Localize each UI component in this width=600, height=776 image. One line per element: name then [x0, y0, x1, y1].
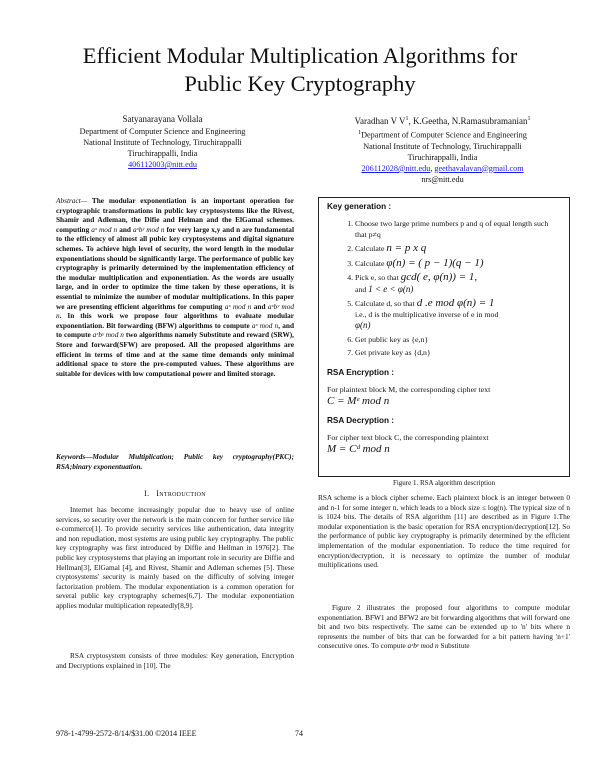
- keygen-title: Key generation :: [327, 202, 392, 211]
- author-dept: $^1$Department of Computer Science and Engineering: [358, 130, 527, 140]
- step-7: 7. Get private key as {d,n}: [355, 348, 561, 359]
- step-1: 1. Choose two large prime numbers p and q of equal length such that p≠q: [355, 219, 561, 240]
- author-email-3: nrs@nitt.edu: [421, 174, 464, 184]
- author-city: Tiruchirappalli, India: [407, 152, 478, 162]
- abstract-lead: Abstract—: [56, 196, 88, 205]
- right-paragraph-1: RSA scheme is a block cipher scheme. Each plaintext block is an integer between 0 and n-1 for some integer n, which leads to a block size ≤ log(n). The typical size of n is 1024 bits. The details of RSA algorithm [11] are described as in Figure 1.The modular exponentiation is the basic operation for RSA encryption/decryption[12]. So the performance of public key cryptography is primarily determined by the efficient implementation of the modular exponentiation. To reduce the time required for encryption/decryption, it is necessary to optimize the number of modular multiplications used.: [318, 493, 570, 570]
- author-names: Varadhan V $V^1$, K.Geetha, N.Ramasubramanian$^1$: [354, 116, 531, 126]
- author-name: Satyanarayana Vollala: [122, 114, 203, 124]
- intro-paragraph-1: Internet has become increasingly popular due to heavy use of online services, so security over the network is the main concern for further service like e-commerce[1]. To provide security services like authentication, data integrity and non repudiation, most systems are using public key cryptography. The public key cryptography was first introduced by Diffie and Hellman in 1976[2]. The public key cryptosystems that playing an important role in security are Diffie and Hellman[3], ElGamal [4], and Rivest, Shamir and Adleman schemes [5]. These cryptosystems' security is mainly based on the difficulty of solving integer factorization problem. The modular exponentiation is a common operation for several public key cryptography schemes[6,7]. The modular exponentiation applies modular multiplication repeatedly[8,9].: [56, 505, 294, 610]
- decryption-equation: M = Cᵈ mod n: [327, 442, 390, 455]
- intro-paragraph-2: RSA cryptosystem consists of three modules: Key generation, Encryption and Decryptions explained in [10]. The: [56, 651, 294, 670]
- author-block-left: [40, 113, 285, 170]
- paper-title: [40, 42, 560, 98]
- author-inst: National Institute of Technology, Tiruchirappalli: [83, 138, 242, 147]
- title-line-1: Efficient Modular Multiplication Algorithms for: [82, 43, 518, 68]
- right-paragraph-2: Figure 2 illustrates the proposed four algorithms to compute modular exponentiation. BFW1 and BFW2 are bit forwarding algorithms that will forward one bit and two bits respectively. The same can be extended up to 'n' bits where n represents the number of bits that can be forwarded for a bit pattern having 'n+1' consecutive ones. To compute aˣbʸ mod n Substitute: [318, 603, 570, 651]
- footer-copyright: 978-1-4799-2572-8/14/$31.00 ©2014 IEEE: [56, 729, 197, 738]
- step-3: 3. Calculate φ(n) = ( p − 1)(q − 1): [355, 258, 561, 270]
- encryption-title: RSA Encryption :: [327, 367, 395, 377]
- page-number: 74: [295, 729, 303, 738]
- author-dept: Department of Computer Science and Engineering: [79, 127, 246, 136]
- step-5: 5. Calculate d, so that d .e mod φ(n) = 1 i.e., d is the multiplicative inverse of e in mod φ(n): [355, 298, 561, 332]
- author-city: Tiruchirappalli, India: [127, 149, 198, 158]
- author-block-right: [310, 113, 575, 185]
- step-6: 6. Get public key as {e,n}: [355, 335, 561, 346]
- author-email-1[interactable]: 206112028@nitt.edu: [361, 163, 431, 173]
- author-inst: National Institute of Technology, Tiruchirappalli: [363, 141, 522, 151]
- step-2: 2. Calculate n = p x q: [355, 243, 561, 255]
- keygen-steps: [327, 219, 561, 359]
- keywords: Keywords—Modular Multiplication; Public key cryptography(PKC); RSA;binary exponentuation.: [56, 452, 294, 471]
- author-emails: 206112028@nitt.edu, geethavalavan@gmail.com: [361, 163, 524, 173]
- section-heading-intro: I. Introduction: [144, 489, 206, 498]
- step-4: 4. Pick e, so that gcd( e, φ(n)) = 1, and 1 < e < φ(n): [355, 272, 561, 295]
- encryption-equation: C = Mᵉ mod n: [327, 394, 390, 407]
- figure-caption: Figure 1. RSA algorithm description: [392, 479, 496, 487]
- encryption-text: For plaintext block M, the corresponding cipher text: [327, 384, 491, 394]
- decryption-text: For cipher text block C, the corresponding plaintext: [327, 432, 489, 442]
- author-email-2[interactable]: geethavalavan@gmail.com: [434, 163, 524, 173]
- decryption-title: RSA Decryption :: [327, 415, 395, 425]
- author-email[interactable]: 406112003@nitt.edu: [128, 160, 197, 169]
- abstract: Abstract— The modular exponentiation is an important operation for cryptographic transformations in public key cryptosystems like the Rivest, Shamir and Adleman, the Difie and Helman and the ElGamal schemes. computing aˣ mod n and aˣbʸ mod n for very large x,y and n are fundamental to the efficiency of almost all pubic key cryptosystems and digital signature schemes. To achieve high level of security, the word length in the modular exponentiations should be significantly large. The performance of public key cryptography is primarily determined by the implementation efficiency of the modular multiplication and exponentiation. As the words are usually large, and in order to optimize the time taken by these operations, it is essential to minimize the number of modular multiplications. In this paper we are presenting efficient algorithms for computing aˣ mod n and aˣbʸ mod n. In this work we propose four algorithms to evaluate modular exponentiation. Bit forwarding (BFW) algorithms to compute aˣ mod n, and to compute aˣbʸ mod n two algorithms namely Substitute and reward (SRW), Store and forward(SFW) are proposed. All the proposed algorithms are efficient in terms of time and at the same time demands only minimal additional space to store the pre-computed values. These algorithms are suitable for devices with low computational power and limited storage.: [56, 196, 295, 378]
- rsa-algorithm-box: [318, 197, 570, 477]
- title-line-2: Public Key Cryptography: [184, 71, 416, 96]
